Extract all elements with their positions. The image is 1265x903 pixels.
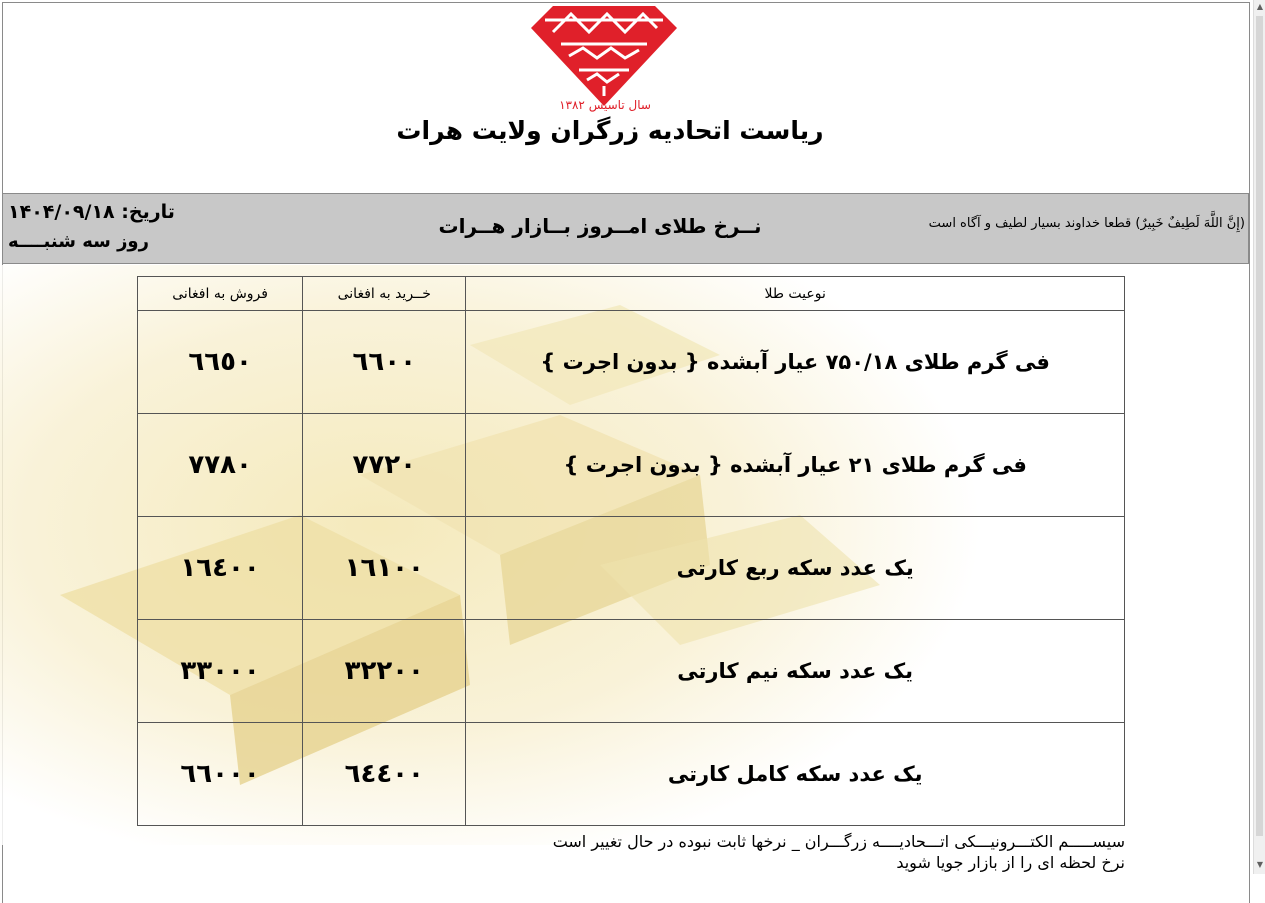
item-type: فی گرم طلای ۲۱ عیار آبشده { بدون اجرت } bbox=[466, 414, 1125, 517]
scrollbar-thumb[interactable] bbox=[1256, 16, 1263, 836]
scroll-down-arrow-icon[interactable]: ▼ bbox=[1256, 860, 1264, 869]
header-sell: فروش به افغانی bbox=[138, 277, 303, 311]
buy-price: ٣٢٢٠٠ bbox=[303, 620, 466, 723]
table-row bbox=[138, 723, 1125, 826]
union-logo bbox=[531, 6, 677, 106]
sell-price: ٣٣٠٠٠ bbox=[138, 620, 303, 723]
market-title: نــرخ طلای امــروز بــازار هــرات bbox=[438, 214, 762, 238]
item-type: فی گرم طلای ۷۵۰/۱۸ عیار آبشده { بدون اجرت } bbox=[466, 311, 1125, 414]
buy-price: ٧٧٢٠ bbox=[303, 414, 466, 517]
union-title: ریاست اتحادیه زرگران ولایت هرات bbox=[396, 116, 824, 145]
vertical-scrollbar[interactable] bbox=[1253, 0, 1265, 874]
table-row bbox=[138, 311, 1125, 414]
rate-date: تاریخ: ۱۴۰۴/۰۹/۱۸ bbox=[8, 201, 175, 223]
footer-notice: سیســـــم الکتـــرونیـــکی اتـــحادیــــه زرگـــران _ نرخها ثابت نبوده در حال تغییر است bbox=[552, 832, 1125, 851]
sell-price: ٦٦٠٠٠ bbox=[138, 723, 303, 826]
table-row bbox=[138, 414, 1125, 517]
buy-price: ٦٤٤٠٠ bbox=[303, 723, 466, 826]
table-header-row bbox=[138, 277, 1125, 311]
buy-price: ١٦١٠٠ bbox=[303, 517, 466, 620]
item-type: یک عدد سکه کامل کارتی bbox=[466, 723, 1125, 826]
sell-price: ٧٧٨٠ bbox=[138, 414, 303, 517]
rate-weekday: روز سه شنبــــه bbox=[8, 231, 149, 252]
item-type: یک عدد سکه نیم کارتی bbox=[466, 620, 1125, 723]
header-buy: خــرید به افغانی bbox=[303, 277, 466, 311]
sell-price: ٦٦٥٠ bbox=[138, 311, 303, 414]
header-type: نوعیت طلا bbox=[466, 277, 1125, 311]
gold-rates-table bbox=[137, 276, 1125, 826]
founded-year: سال تاسیس ۱۳۸۲ bbox=[559, 98, 651, 112]
sell-price: ١٦٤٠٠ bbox=[138, 517, 303, 620]
table-row bbox=[138, 517, 1125, 620]
buy-price: ٦٦٠٠ bbox=[303, 311, 466, 414]
item-type: یک عدد سکه ربع کارتی bbox=[466, 517, 1125, 620]
quran-verse: (إِنَّ اللَّهَ لَطِيفٌ خَبِيرٌ) قطعا خداوند بسیار لطیف و آگاه است bbox=[928, 216, 1245, 231]
footer-advice: نرخ لحظه ای را از بازار جویا شوید bbox=[896, 853, 1125, 872]
scroll-up-arrow-icon[interactable]: ▲ bbox=[1256, 2, 1264, 11]
table-row bbox=[138, 620, 1125, 723]
